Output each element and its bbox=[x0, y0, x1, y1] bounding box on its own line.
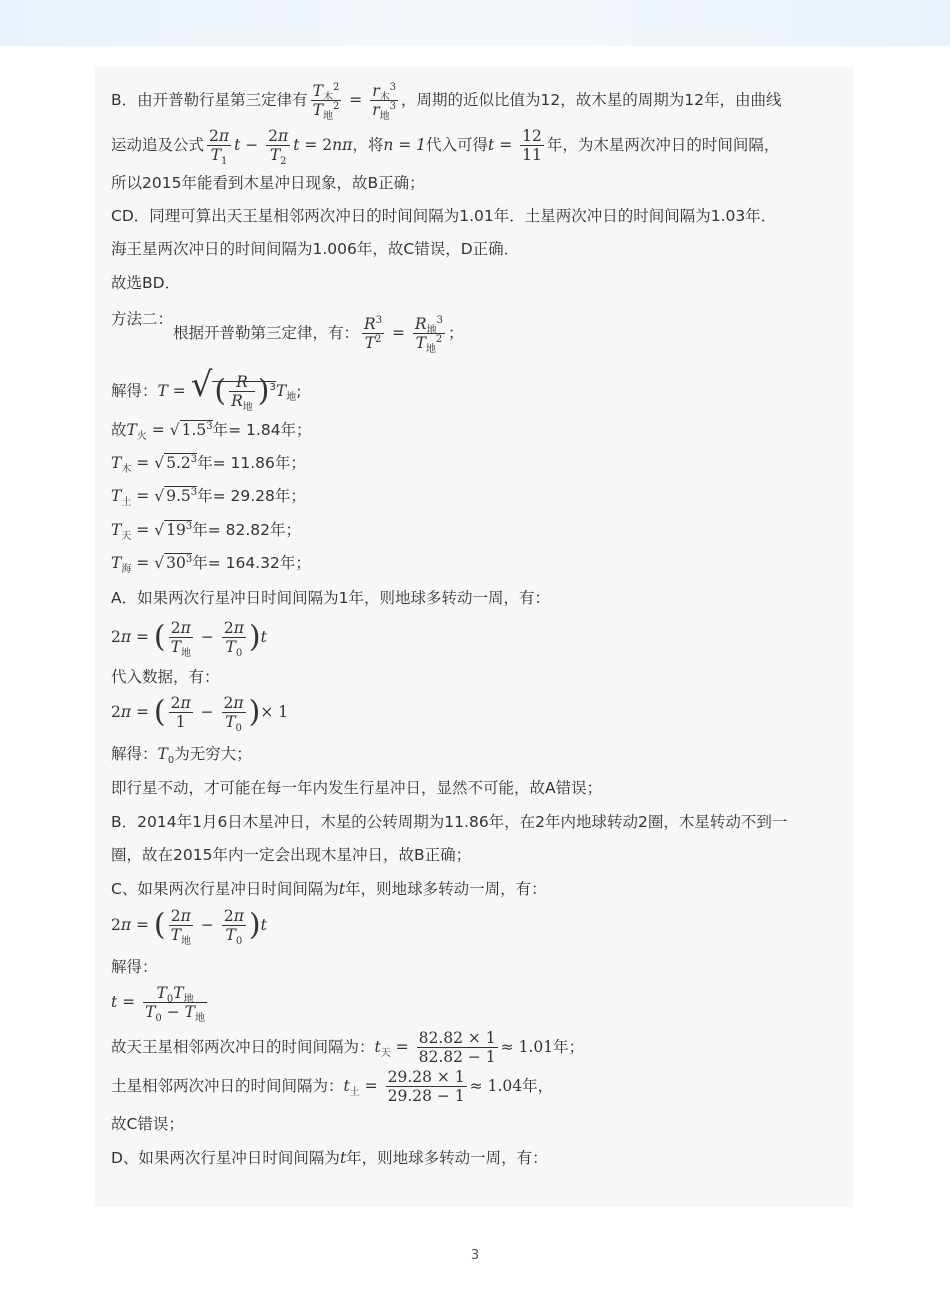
line-eq-t: t = $\frac{T_0T_地}{T_0 - T_地}$ bbox=[111, 984, 205, 1025]
line-eq-a-numeric: 2π = ( $\frac{2\pi}{1}$ − $\frac{2\pi}{T_0}$ )× 1 bbox=[111, 694, 289, 735]
line-a-conclusion: 即行星不动，才可能在每一年内发生行星冲日，显然不可能，故A错误； bbox=[111, 779, 603, 797]
line-eq-c: 2π = ( $\frac{2\pi}{T_地}$ − $\frac{2\pi}{T_0}$ )t bbox=[111, 907, 267, 948]
line-a-1: A．如果两次行星冲日时间间隔为1年，则地球多转动一周，有： bbox=[111, 589, 550, 607]
line-t-tu: $T_土$ = √ $9.5^3$年= 29.28年； bbox=[111, 486, 306, 509]
line-substitute: 代入数据，有： bbox=[111, 668, 220, 686]
line-t-hai: $T_海$ = √ $30^3$年= 164.32年； bbox=[111, 553, 311, 576]
frac-t-ratio: $\frac{T_木^2}{T_地^2}$ bbox=[312, 81, 340, 123]
line-b-chase: 运动追及公式 $\frac{2\pi}{T_1}$ t − $\frac{2\pi}{T_2}$ t = 2nπ，将n = 1代入可得t = $\frac{12}{11}$ 年，为木星两次冲日的时间间隔， bbox=[111, 127, 780, 168]
line-t-tian: $T_天$ = √ $19^3$年= 82.82年； bbox=[111, 520, 301, 543]
line-solve-2: 解得： bbox=[111, 958, 158, 976]
line-c-1: C、如果两次行星冲日时间间隔为t年，则地球多转动一周，有： bbox=[111, 880, 547, 898]
line-c-conclusion: 故C错误； bbox=[111, 1115, 184, 1133]
line-t-mu: $T_木$ = √ $5.2^3$年= 11.86年； bbox=[111, 453, 306, 476]
header-band bbox=[0, 0, 950, 46]
line-eq-a: 2π = ( $\frac{2\pi}{T_地}$ − $\frac{2\pi}{T_0}$ )t bbox=[111, 619, 267, 660]
solution-panel bbox=[95, 67, 853, 1207]
line-t-huo: 故$T_火$ = √ $1.5^3$年= 1.84年； bbox=[111, 420, 312, 443]
page-number: 3 bbox=[470, 1248, 480, 1263]
line-select: 故选BD． bbox=[111, 274, 181, 292]
line-t-tian-interval: 故天王星相邻两次冲日的时间间隔为：$t_天$ = $\frac{82.82 \times 1}{82.82 - 1}$ ≈ 1.01年； bbox=[111, 1029, 585, 1066]
line-solve-t0: 解得：$T_0$为无穷大； bbox=[111, 745, 252, 767]
line-b-conclusion: 所以2015年能看到木星冲日现象，故B正确； bbox=[111, 174, 425, 192]
line-b-kepler: B．由开普勒行星第三定律有 $\frac{T_木^2}{T_地^2}$ = $\frac{r_木^3}{r_地^3}$ ，周期的近似比值为12，故木星的周期为12年，由曲线 bbox=[111, 81, 782, 123]
line-b-method2-2: 圈，故在2015年内一定会出现木星冲日，故B正确； bbox=[111, 846, 472, 864]
line-cd-2: 海王星两次冲日的时间间隔为1.006年，故C错误，D正确． bbox=[111, 240, 520, 258]
line-d-1: D、如果两次行星冲日时间间隔为t年，则地球多转动一周，有： bbox=[111, 1149, 548, 1167]
frac-r-ratio: $\frac{r_木^3}{r_地^3}$ bbox=[372, 81, 396, 123]
line-method-two: 方法二：根据开普勒第三定律，有： $\frac{R^3}{T^2}$ = $\frac{R_地^3}{T_地^2}$ ； bbox=[111, 310, 464, 356]
line-cd-1: CD．同理可算出天王星相邻两次冲日的时间间隔为1.01年．土星两次冲日的时间间隔为1.03年． bbox=[111, 207, 777, 225]
line-b-method2-1: B．2014年1月6日木星冲日，木星的公转周期为11.86年，在2年内地球转动2圈，木星转动不到一 bbox=[111, 813, 788, 831]
line-solve-period: 解得：T = √( $\frac{R}{R_地}$ )$^3T_地$; bbox=[111, 365, 302, 414]
line-t-tu-interval: 土星相邻两次冲日的时间间隔为：$t_土$ = $\frac{29.28 \times 1}{29.28 - 1}$ ≈ 1.04年， bbox=[111, 1068, 554, 1105]
